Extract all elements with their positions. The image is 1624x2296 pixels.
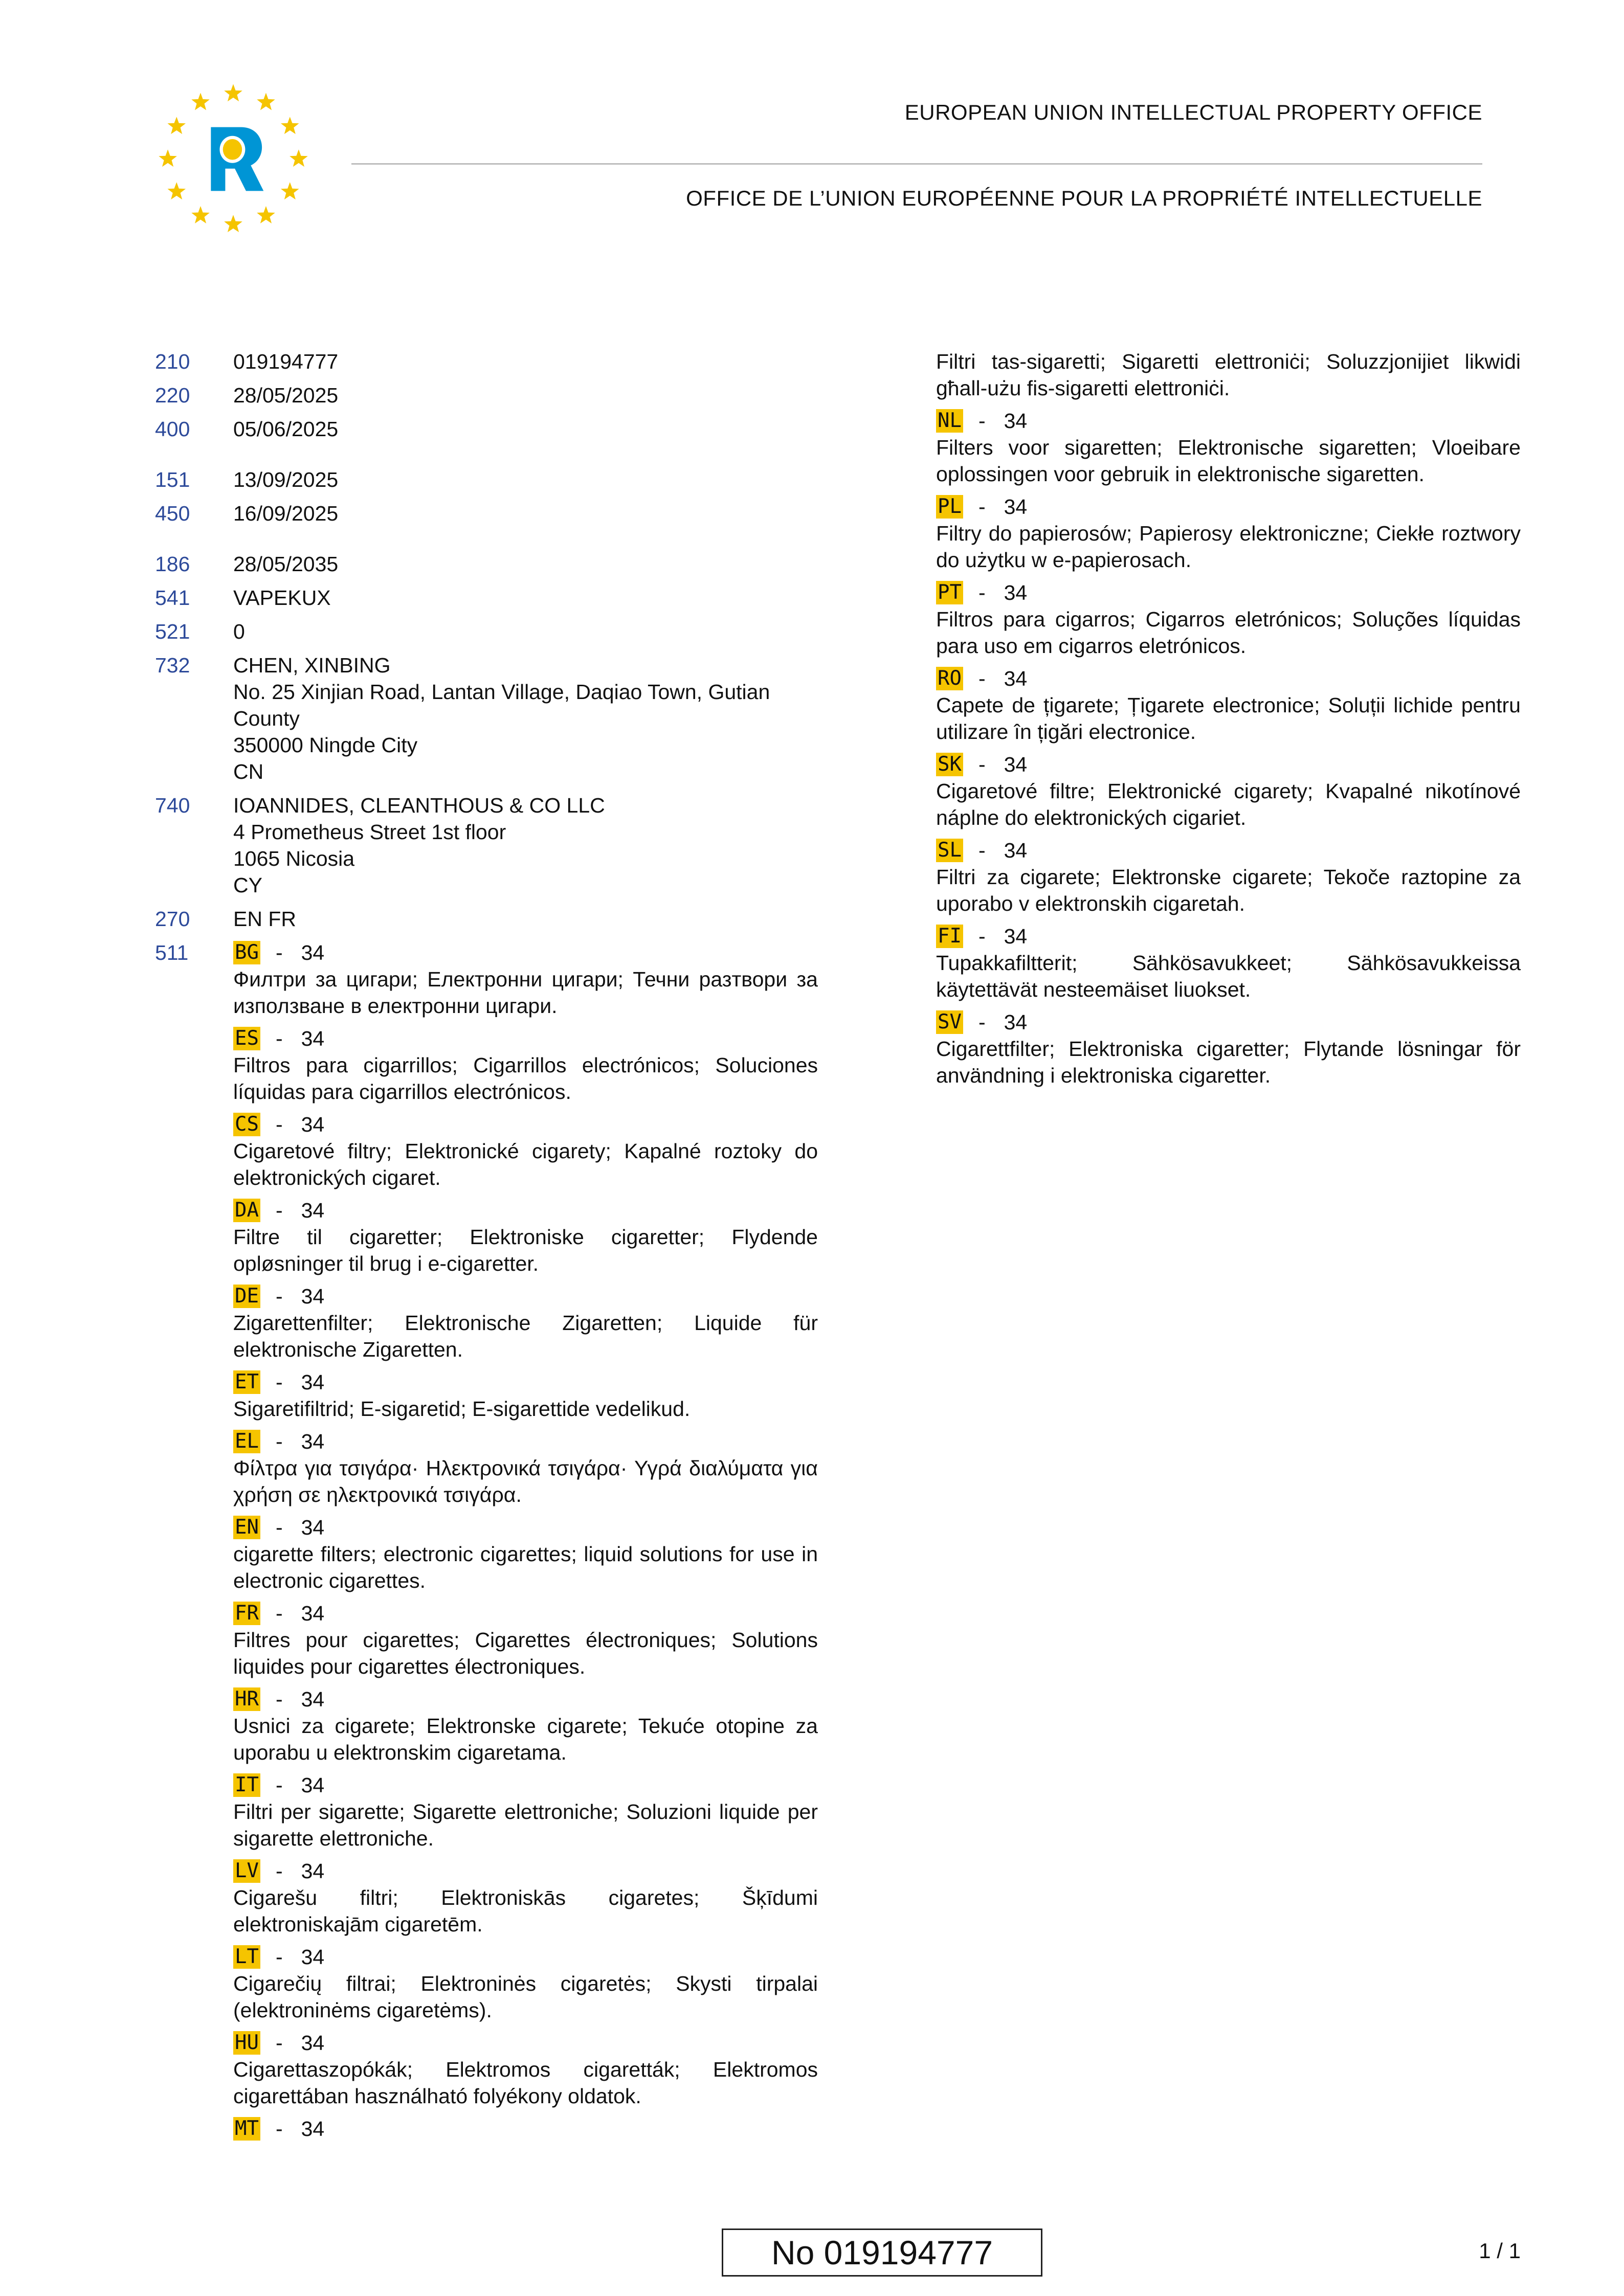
separator: - [978, 409, 986, 433]
separator: - [978, 753, 986, 776]
field-code: 210 [155, 350, 190, 373]
nice-class: 34 [301, 1113, 325, 1136]
separator: - [275, 1516, 283, 1539]
goods-entry [233, 2115, 818, 2142]
separator: - [275, 1113, 283, 1136]
star-icon [290, 149, 308, 167]
nice-class: 34 [301, 1773, 325, 1797]
goods-entry [936, 348, 1521, 401]
goods-description: Cigarettfilter; Elektroniska cigaretter; Flytande lösningar för användning i elektroniska cigaretter. [936, 1037, 1521, 1087]
office-title-en: EUROPEAN UNION INTELLECTUAL PROPERTY OFFICE [904, 100, 1482, 124]
language-code-badge: NL [936, 409, 963, 433]
star-icon [257, 93, 275, 110]
field-value [233, 416, 818, 442]
language-code-badge: SK [936, 753, 963, 776]
separator: - [275, 1945, 283, 1969]
field-code: 270 [155, 907, 190, 931]
nice-class: 34 [301, 1199, 325, 1222]
goods-entry [233, 1369, 818, 1422]
goods-entry-header [233, 1600, 818, 1627]
goods-entry-header [233, 1514, 818, 1541]
language-code-badge: BG [233, 941, 260, 964]
language-code-badge: RO [936, 667, 963, 690]
goods-entry [936, 1009, 1521, 1089]
goods-entry-header [233, 939, 818, 966]
language-code-badge: ET [233, 1370, 260, 1394]
goods-entry-header [233, 1025, 818, 1052]
field-row [155, 584, 818, 611]
separator: - [978, 495, 986, 519]
nice-class: 34 [301, 1370, 325, 1394]
goods-entry-header [936, 665, 1521, 692]
separator: - [978, 581, 986, 604]
goods-description: Zigarettenfilter; Elektronische Zigaretten; Liquide für elektronische Zigaretten. [233, 1311, 818, 1361]
nice-class: 34 [1004, 753, 1028, 776]
separator: - [978, 667, 986, 690]
field-value-line: VAPEKUX [233, 586, 331, 610]
goods-entry [233, 1600, 818, 1680]
star-icon [191, 93, 210, 110]
field-value-line: 019194777 [233, 350, 339, 373]
language-code-badge: IT [233, 1773, 260, 1797]
goods-entry [936, 923, 1521, 1003]
goods-description: Tupakkafiltterit; Sähkösavukkeet; Sähkösavukkeissa käytettävät nesteemäiset liuokset. [936, 951, 1521, 1001]
goods-entry [233, 1944, 818, 2023]
goods-entry [233, 1772, 818, 1852]
goods-entry [233, 1428, 818, 1508]
field-value-line: 1065 Nicosia [233, 847, 355, 870]
star-icon [257, 206, 275, 223]
goods-description: Capete de țigarete; Țigarete electronice; Soluții lichide pentru utilizare în țigări electronice. [936, 693, 1521, 744]
star-icon [167, 182, 186, 199]
language-code-badge: DE [233, 1285, 260, 1308]
goods-entry-header [936, 408, 1521, 434]
field-row [155, 416, 818, 442]
separator: - [978, 925, 986, 948]
goods-entry [936, 408, 1521, 487]
field-code: 400 [155, 417, 190, 441]
field-row [155, 618, 818, 645]
language-code-badge: LT [233, 1945, 260, 1969]
star-icon [224, 215, 242, 232]
separator: - [275, 1285, 283, 1308]
goods-description: Φίλτρα για τσιγάρα· Ηλεκτρονικά τσιγάρα· Υγρά διαλύματα για χρήση σε ηλεκτρονικά τσιγάρα. [233, 1456, 818, 1506]
goods-entry [233, 939, 818, 1019]
goods-description: Cigarešu filtri; Elektroniskās cigaretes; Šķīdumi elektroniskajām cigaretēm. [233, 1886, 818, 1936]
separator: - [978, 1010, 986, 1034]
goods-description: Cigaretové filtre; Elektronické cigarety; Kvapalné nikotínové náplne do elektronických cigariet. [936, 779, 1521, 829]
goods-entry-header [233, 1428, 818, 1455]
nice-class: 34 [1004, 839, 1028, 862]
language-code-badge: LV [233, 1859, 260, 1883]
goods-description: cigarette filters; electronic cigarettes; liquid solutions for use in electronic cigarettes. [233, 1542, 818, 1592]
field-value-line: 28/05/2025 [233, 384, 339, 407]
goods-entry [233, 1858, 818, 1938]
nice-class: 34 [301, 1285, 325, 1308]
goods-entry-header [233, 1772, 818, 1798]
field-row [155, 348, 818, 375]
language-code-badge: EN [233, 1516, 260, 1539]
goods-description: Filtry do papierosów; Papierosy elektroniczne; Ciekłe roztwory do użytku w e-papierosach. [936, 522, 1521, 572]
nice-class: 34 [1004, 581, 1028, 604]
goods-entry [233, 1025, 818, 1105]
goods-description: Filtres pour cigarettes; Cigarettes électroniques; Solutions liquides pour cigarettes électroniques. [233, 1628, 818, 1678]
language-code-badge: CS [233, 1113, 260, 1136]
goods-entry-header [233, 2115, 818, 2142]
field-row [155, 500, 818, 527]
goods-description: Filtri za cigarete; Elektronske cigarete; Tekoče raztopine za uporabo v elektronskih cigaretah. [936, 865, 1521, 915]
nice-class: 34 [301, 1859, 325, 1883]
goods-description: Filtros para cigarros; Cigarros eletrónicos; Soluções líquidas para uso em cigarros eletrónicos. [936, 607, 1521, 658]
goods-entry-header [936, 579, 1521, 606]
goods-description: Filtri tas-sigaretti; Sigaretti elettroniċi; Soluzzjonijiet likwidi għall-użu fis-sigaretti elettroniċi. [936, 350, 1521, 400]
field-code: 732 [155, 654, 190, 677]
language-code-badge: FI [936, 925, 963, 948]
star-icon [224, 84, 242, 101]
field-value-line: 0 [233, 620, 245, 643]
language-code-badge: HU [233, 2031, 260, 2055]
goods-description: Filtri per sigarette; Sigarette elettroniche; Soluzioni liquide per sigarette elettroniche. [233, 1800, 818, 1850]
field-value-line: CHEN, XINBING [233, 654, 391, 677]
goods-entry [936, 751, 1521, 831]
goods-description: Cigarettaszopókák; Elektromos cigaretták; Elektromos cigarettában használható folyékony oldatok. [233, 2058, 818, 2108]
field-row [155, 551, 818, 577]
separator: - [275, 1859, 283, 1883]
goods-entry [233, 2030, 818, 2109]
right-column [936, 348, 1521, 1095]
separator: - [275, 1370, 283, 1394]
goods-entry [936, 837, 1521, 917]
language-code-badge: SV [936, 1010, 963, 1034]
goods-entry-header [233, 1197, 818, 1224]
field-code: 511 [155, 941, 189, 964]
nice-class: 34 [301, 1602, 325, 1625]
nice-class: 34 [301, 1430, 325, 1453]
field-code: 740 [155, 794, 190, 817]
goods-entry [233, 1514, 818, 1594]
goods-entry-header [233, 1858, 818, 1884]
separator: - [275, 2031, 283, 2055]
star-icon [281, 182, 299, 199]
separator: - [275, 2117, 283, 2141]
field-value-line: No. 25 Xinjian Road, Lantan Village, Daqiao Town, Gutian County [233, 680, 770, 730]
goods-description: Sigaretifiltrid; E-sigaretid; E-sigarettide vedelikud. [233, 1397, 691, 1421]
separator: - [275, 941, 283, 964]
field-value [233, 348, 818, 375]
goods-description: Filters voor sigaretten; Elektronische sigaretten; Vloeibare oplossingen voor gebruik in elektronische sigaretten. [936, 436, 1521, 486]
field-row [155, 792, 818, 898]
field-value-line: 16/09/2025 [233, 502, 339, 525]
field-code: 186 [155, 552, 190, 576]
goods-description: Filtros para cigarrillos; Cigarrillos electrónicos; Soluciones líquidas para cigarrillos electrónicos. [233, 1053, 818, 1104]
field-value [233, 792, 818, 898]
separator: - [275, 1199, 283, 1222]
nice-class: 34 [1004, 1010, 1028, 1034]
goods-entry-header [233, 1283, 818, 1310]
nice-class: 34 [301, 2031, 325, 2055]
field-value [233, 906, 818, 932]
nice-class: 34 [301, 1516, 325, 1539]
separator: - [275, 1687, 283, 1711]
star-icon [159, 149, 177, 167]
language-code-badge: ES [233, 1027, 260, 1050]
nice-class: 34 [301, 1687, 325, 1711]
language-code-badge: HR [233, 1687, 260, 1711]
goods-entry-header [936, 923, 1521, 950]
goods-entry [936, 493, 1521, 573]
goods-entry [936, 665, 1521, 745]
goods-entry-header [233, 1686, 818, 1713]
field-row [155, 652, 818, 785]
goods-entry-header [936, 493, 1521, 520]
field-row [155, 466, 818, 493]
field-value-line: 350000 Ningde City [233, 733, 418, 757]
goods-description: Филтри за цигари; Електронни цигари; Течни разтвори за използване в електронни цигари. [233, 967, 818, 1018]
field-row [155, 906, 818, 932]
field-value-line: CN [233, 760, 264, 783]
field-value-line: IOANNIDES, CLEANTHOUS & CO LLC [233, 794, 605, 817]
goods-description: Filtre til cigaretter; Elektroniske cigaretter; Flydende opløsninger til brug i e-cigaretter. [233, 1225, 818, 1275]
registration-number: No 019194777 [771, 2234, 993, 2271]
field-value-line: 4 Prometheus Street 1st floor [233, 820, 506, 844]
goods-description: Usnici za cigarete; Elektronske cigarete; Tekuće otopine za uporabu u elektronskim cigaretama. [233, 1714, 818, 1764]
field-value [233, 618, 818, 645]
goods-entry-header [936, 1009, 1521, 1036]
separator: - [275, 1773, 283, 1797]
goods-description: Cigaretové filtry; Elektronické cigarety; Kapalné roztoky do elektronických cigaret. [233, 1139, 818, 1189]
nice-class: 34 [1004, 667, 1028, 690]
field-value [233, 584, 818, 611]
field-value-line: 28/05/2035 [233, 552, 339, 576]
field-row [155, 382, 818, 409]
header-divider [351, 163, 1482, 165]
goods-entry-header [233, 1369, 818, 1395]
euipo-logo [153, 79, 313, 239]
field-value [233, 500, 818, 527]
goods-entry [233, 1686, 818, 1766]
separator: - [275, 1602, 283, 1625]
separator: - [275, 1430, 283, 1453]
field-code: 220 [155, 384, 190, 407]
goods-entry-header [233, 2030, 818, 2056]
field-code: 541 [155, 586, 190, 610]
star-icon [167, 117, 186, 134]
goods-list [233, 939, 818, 2148]
field-value [233, 551, 818, 577]
language-code-badge: FR [233, 1602, 260, 1625]
language-code-badge: EL [233, 1430, 260, 1453]
field-value-line: 13/09/2025 [233, 468, 339, 491]
registration-number-box [722, 2229, 1042, 2277]
nice-class: 34 [301, 1027, 325, 1050]
field-value [233, 652, 818, 785]
separator: - [275, 1027, 283, 1050]
field-value-line: 05/06/2025 [233, 417, 339, 441]
goods-entry [233, 1197, 818, 1277]
nice-class: 34 [1004, 409, 1028, 433]
goods-entry-header [936, 837, 1521, 864]
field-code: 450 [155, 502, 190, 525]
language-code-badge: SL [936, 839, 963, 862]
goods-entry [233, 1283, 818, 1363]
goods-entry-header [233, 1111, 818, 1138]
language-code-badge: PL [936, 495, 963, 519]
separator: - [978, 839, 986, 862]
nice-class: 34 [301, 941, 325, 964]
field-value-line: EN FR [233, 907, 296, 931]
nice-class: 34 [301, 2117, 325, 2141]
left-column [155, 348, 818, 2155]
goods-entry [936, 579, 1521, 659]
goods-entry-header [936, 751, 1521, 778]
field-code: 521 [155, 620, 190, 643]
field-value-line: CY [233, 873, 262, 897]
language-code-badge: DA [233, 1199, 260, 1222]
field-code: 151 [155, 468, 190, 491]
goods-entry [233, 1111, 818, 1191]
nice-class: 34 [1004, 925, 1028, 948]
goods-entry-header [233, 1944, 818, 1970]
goods-description: Cigarečių filtrai; Elektroninės cigaretės; Skysti tirpalai (elektroninėms cigaretėms). [233, 1972, 818, 2022]
field-value [233, 466, 818, 493]
field-row [155, 939, 818, 2148]
nice-class: 34 [1004, 495, 1028, 519]
star-icon [191, 206, 210, 223]
nice-class: 34 [301, 1945, 325, 1969]
language-code-badge: MT [233, 2117, 260, 2141]
language-code-badge: PT [936, 581, 963, 604]
star-icon [281, 117, 299, 134]
page-number: 1 / 1 [1479, 2239, 1521, 2263]
office-title-fr: OFFICE DE L’UNION EUROPÉENNE POUR LA PROPRIÉTÉ INTELLECTUELLE [686, 186, 1482, 210]
field-value [233, 382, 818, 409]
